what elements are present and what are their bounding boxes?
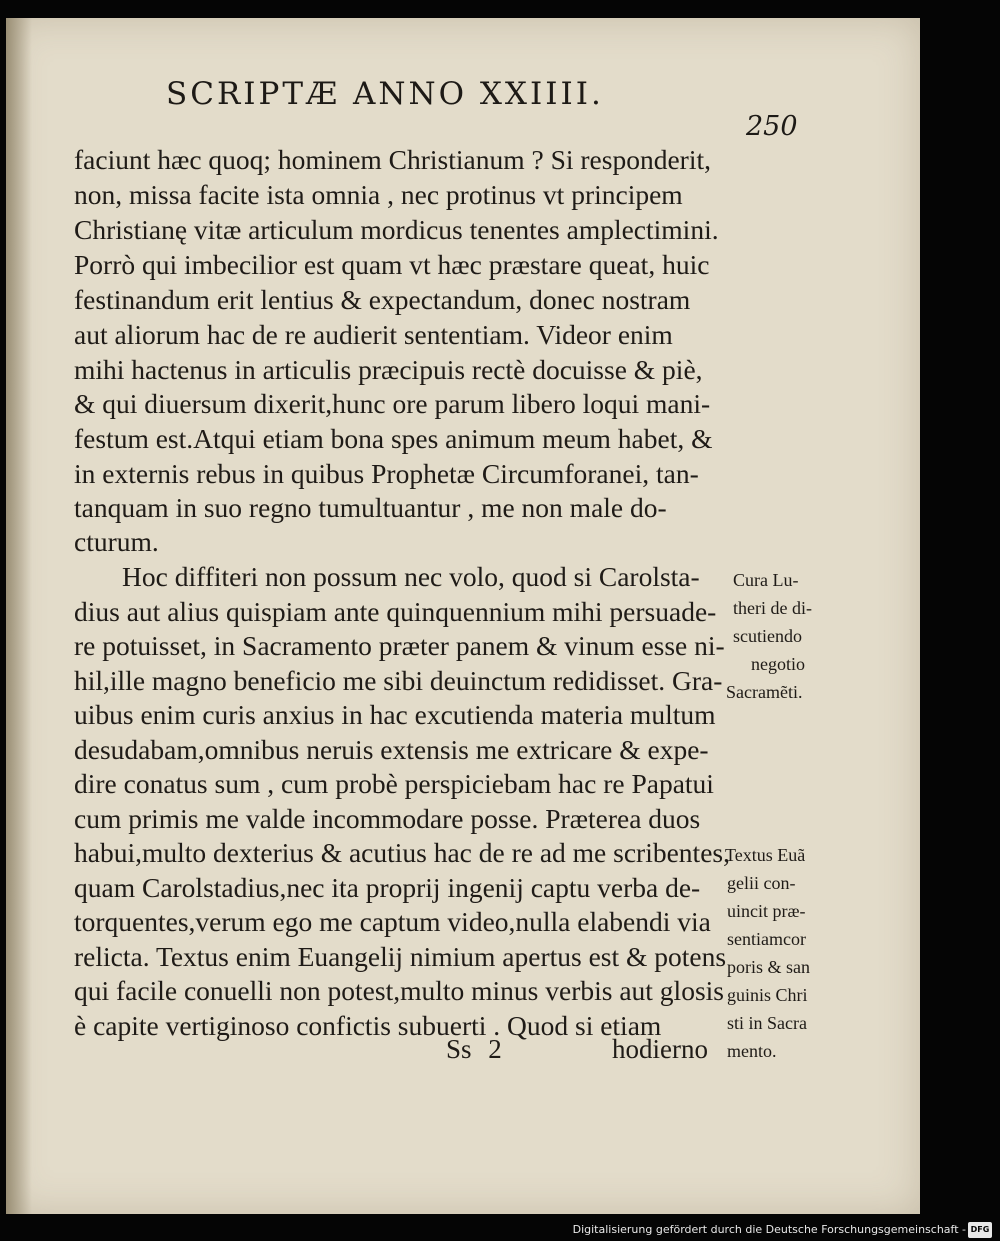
text-line: cturum. bbox=[74, 526, 159, 557]
text-line: è capite vertiginoso confictis subuerti . Quod si etiam bbox=[74, 1010, 662, 1041]
text-line: mihi hactenus in articulis præcipuis rectè docuisse & piè, bbox=[74, 354, 703, 385]
text-line: hil,ille magno beneficio me sibi deuinctum redidisset. Gra- bbox=[74, 665, 723, 696]
margin-note-line: theri de di- bbox=[733, 598, 812, 618]
text-line: Hoc diffiteri non possum nec volo, quod si Carolsta- bbox=[122, 561, 700, 592]
text-line: tanquam in suo regno tumultuantur , me non male do- bbox=[74, 492, 667, 523]
margin-note-line: scutiendo bbox=[733, 626, 802, 646]
margin-note-line: Textus Euã bbox=[725, 845, 806, 865]
text-line: festum est.Atqui etiam bona spes animum meum habet, & bbox=[74, 423, 713, 454]
text-line: faciunt hæc quoq; hominem Christianum ? Si responderit, bbox=[74, 144, 711, 175]
digitization-credit: Digitalisierung gefördert durch die Deutsche Forschungsgemeinschaft - bbox=[572, 1223, 966, 1236]
margin-note-line: sentiamcor bbox=[727, 929, 806, 949]
text-line: Christianę vitæ articulum mordicus tenentes amplectimini. bbox=[74, 214, 719, 245]
margin-note-line: uincit præ- bbox=[727, 901, 806, 921]
text-line: in externis rebus in quibus Prophetæ Circumforanei, tan- bbox=[74, 458, 699, 489]
dfg-logo: DFG bbox=[968, 1222, 992, 1238]
margin-note-line: negotio bbox=[751, 654, 805, 674]
running-head: SCRIPTÆ ANNO XXIIII. bbox=[166, 76, 604, 112]
text-line: quam Carolstadius,nec ita proprij ingenij captu verba de- bbox=[74, 872, 701, 903]
text-line: & qui diuersum dixerit,hunc ore parum libero loqui mani- bbox=[74, 388, 711, 419]
text-line: habui,multo dexterius & acutius hac de re ad me scribentes, bbox=[74, 837, 730, 868]
folio-number: 250 bbox=[746, 111, 798, 142]
text-line: dius aut alius quispiam ante quinquennium mihi persuade- bbox=[74, 596, 717, 627]
text-line: desudabam,omnibus neruis extensis me extricare & expe- bbox=[74, 734, 709, 765]
margin-note-line: guinis Chri bbox=[727, 985, 808, 1005]
text-line: qui facile conuelli non potest,multo minus verbis aut glosis bbox=[74, 975, 724, 1006]
margin-note-line: Sacramẽti. bbox=[726, 682, 803, 702]
catchword: hodierno bbox=[612, 1034, 708, 1064]
text-line: torquentes,verum ego me captum video,nulla elabendi via bbox=[74, 906, 711, 937]
margin-note-line: gelii con- bbox=[727, 873, 796, 893]
text-line: relicta. Textus enim Euangelij nimium apertus est & potens bbox=[74, 941, 727, 972]
text-line: Porrò qui imbecilior est quam vt hæc præstare queat, huic bbox=[74, 249, 710, 280]
text-line: non, missa facite ista omnia , nec protinus vt principem bbox=[74, 179, 683, 210]
text-line: re potuisset, in Sacramento præter panem & vinum esse ni- bbox=[74, 630, 725, 661]
margin-note-line: sti in Sacra bbox=[727, 1013, 807, 1033]
text-line: dire conatus sum , cum probè perspiciebam hac re Papatui bbox=[74, 768, 714, 799]
text-line: uibus enim curis anxius in hac excutienda materia multum bbox=[74, 699, 716, 730]
margin-note-line: Cura Lu- bbox=[733, 570, 799, 590]
margin-note-line: mento. bbox=[727, 1041, 777, 1061]
text-line: festinandum erit lentius & expectandum, donec nostram bbox=[74, 284, 691, 315]
gutter-shadow bbox=[6, 18, 32, 1214]
text-line: cum primis me valde incommodare posse. Præterea duos bbox=[74, 803, 701, 834]
text-line: aut aliorum hac de re audierit sententiam. Videor enim bbox=[74, 319, 673, 350]
signature-mark: Ss 2 bbox=[446, 1034, 502, 1064]
margin-note-line: poris & san bbox=[727, 957, 810, 977]
